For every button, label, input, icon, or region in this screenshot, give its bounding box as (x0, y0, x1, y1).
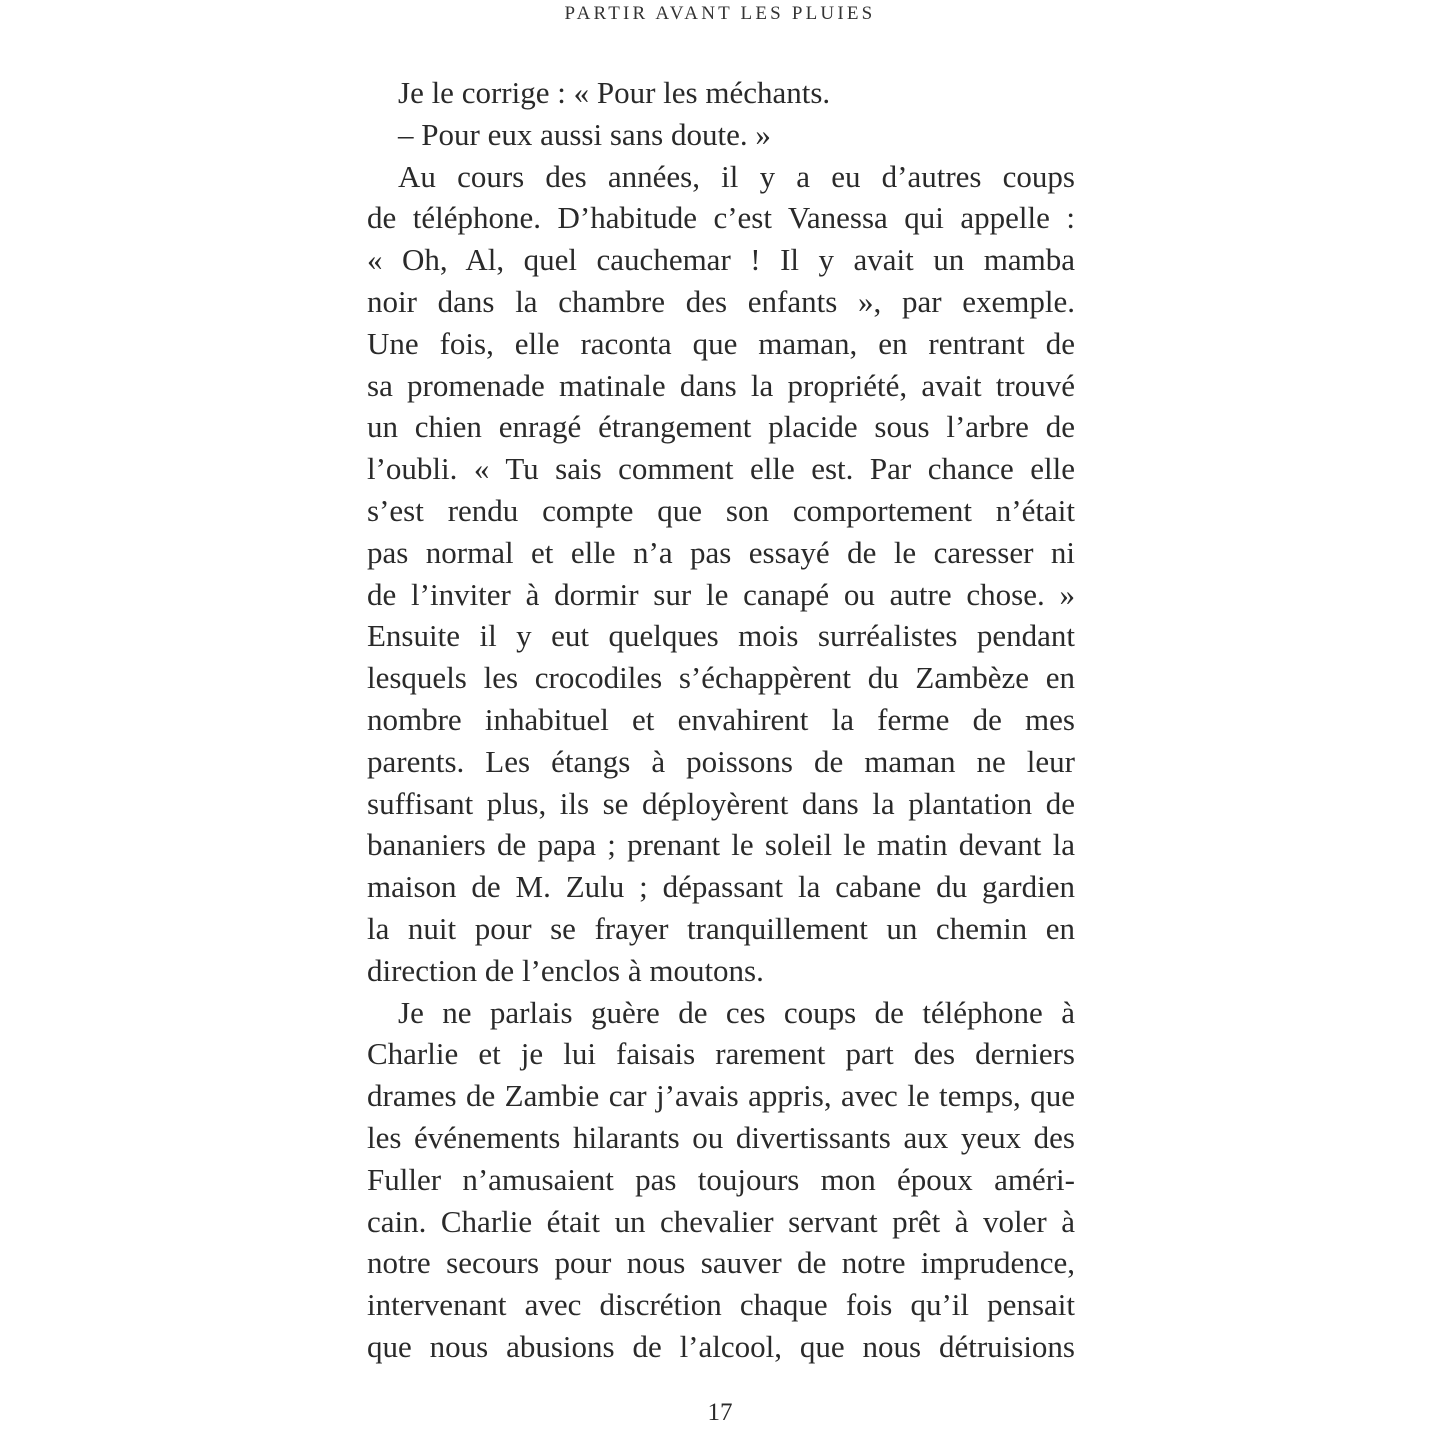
text-line: Une fois, elle raconta que maman, en rentrant de (367, 325, 1075, 361)
text-line: Au cours des années, il y a eu d’autres coups (398, 158, 1075, 194)
text-line: Charlie et je lui faisais rarement part des derniers (367, 1036, 1075, 1072)
text-line: s’est rendu compte que son comportement n’était (367, 492, 1075, 528)
text-line: parents. Les étangs à poissons de maman ne leur (367, 743, 1075, 779)
text-line: que nous abusions de l’alcool, que nous détruisions (367, 1328, 1075, 1364)
text-line: noir dans la chambre des enfants », par exemple. (367, 283, 1075, 319)
text-line: Fuller n’amusaient pas toujours mon époux améri- (367, 1161, 1075, 1197)
text-line: notre secours pour nous sauver de notre imprudence, (367, 1245, 1075, 1281)
text-line: lesquels les crocodiles s’échappèrent du Zambèze en (367, 660, 1075, 696)
body-text (367, 72, 1075, 1368)
text-line: un chien enragé étrangement placide sous l’arbre de (367, 409, 1075, 445)
text-line: Je le corrige : « Pour les méchants. (398, 75, 831, 110)
text-line: de téléphone. D’habitude c’est Vanessa qui appelle : (367, 200, 1075, 236)
text-line: les événements hilarants ou divertissants aux yeux des (367, 1119, 1075, 1155)
text-line: l’oubli. « Tu sais comment elle est. Par chance elle (367, 451, 1075, 487)
text-line: cain. Charlie était un chevalier servant prêt à voler à (367, 1203, 1075, 1239)
text-line: « Oh, Al, quel cauchemar ! Il y avait un mamba (367, 242, 1075, 278)
running-header: PARTIR AVANT LES PLUIES (564, 3, 876, 24)
text-line: bananiers de papa ; prenant le soleil le matin devant la (367, 827, 1075, 863)
text-line: de l’inviter à dormir sur le canapé ou autre chose. » (367, 576, 1075, 612)
text-line: suffisant plus, ils se déployèrent dans la plantation de (367, 785, 1075, 821)
text-line: maison de M. Zulu ; dépassant la cabane du gardien (367, 869, 1075, 905)
text-line: sa promenade matinale dans la propriété, avait trouvé (367, 367, 1075, 403)
text-line: pas normal et elle n’a pas essayé de le caresser ni (367, 534, 1075, 570)
text-line: – Pour eux aussi sans doute. » (398, 116, 771, 152)
text-line: la nuit pour se frayer tranquillement un chemin en (367, 910, 1075, 946)
page-number: 17 (707, 1399, 733, 1426)
text-line: Ensuite il y eut quelques mois surréalistes pendant (367, 618, 1075, 654)
text-line: direction de l’enclos à moutons. (367, 952, 764, 988)
text-line: Je ne parlais guère de ces coups de téléphone à (398, 994, 1075, 1030)
text-line: drames de Zambie car j’avais appris, avec le temps, que (367, 1078, 1075, 1114)
text-line: intervenant avec discrétion chaque fois qu’il pensait (367, 1287, 1075, 1323)
text-line: nombre inhabituel et envahirent la ferme de mes (367, 701, 1075, 737)
